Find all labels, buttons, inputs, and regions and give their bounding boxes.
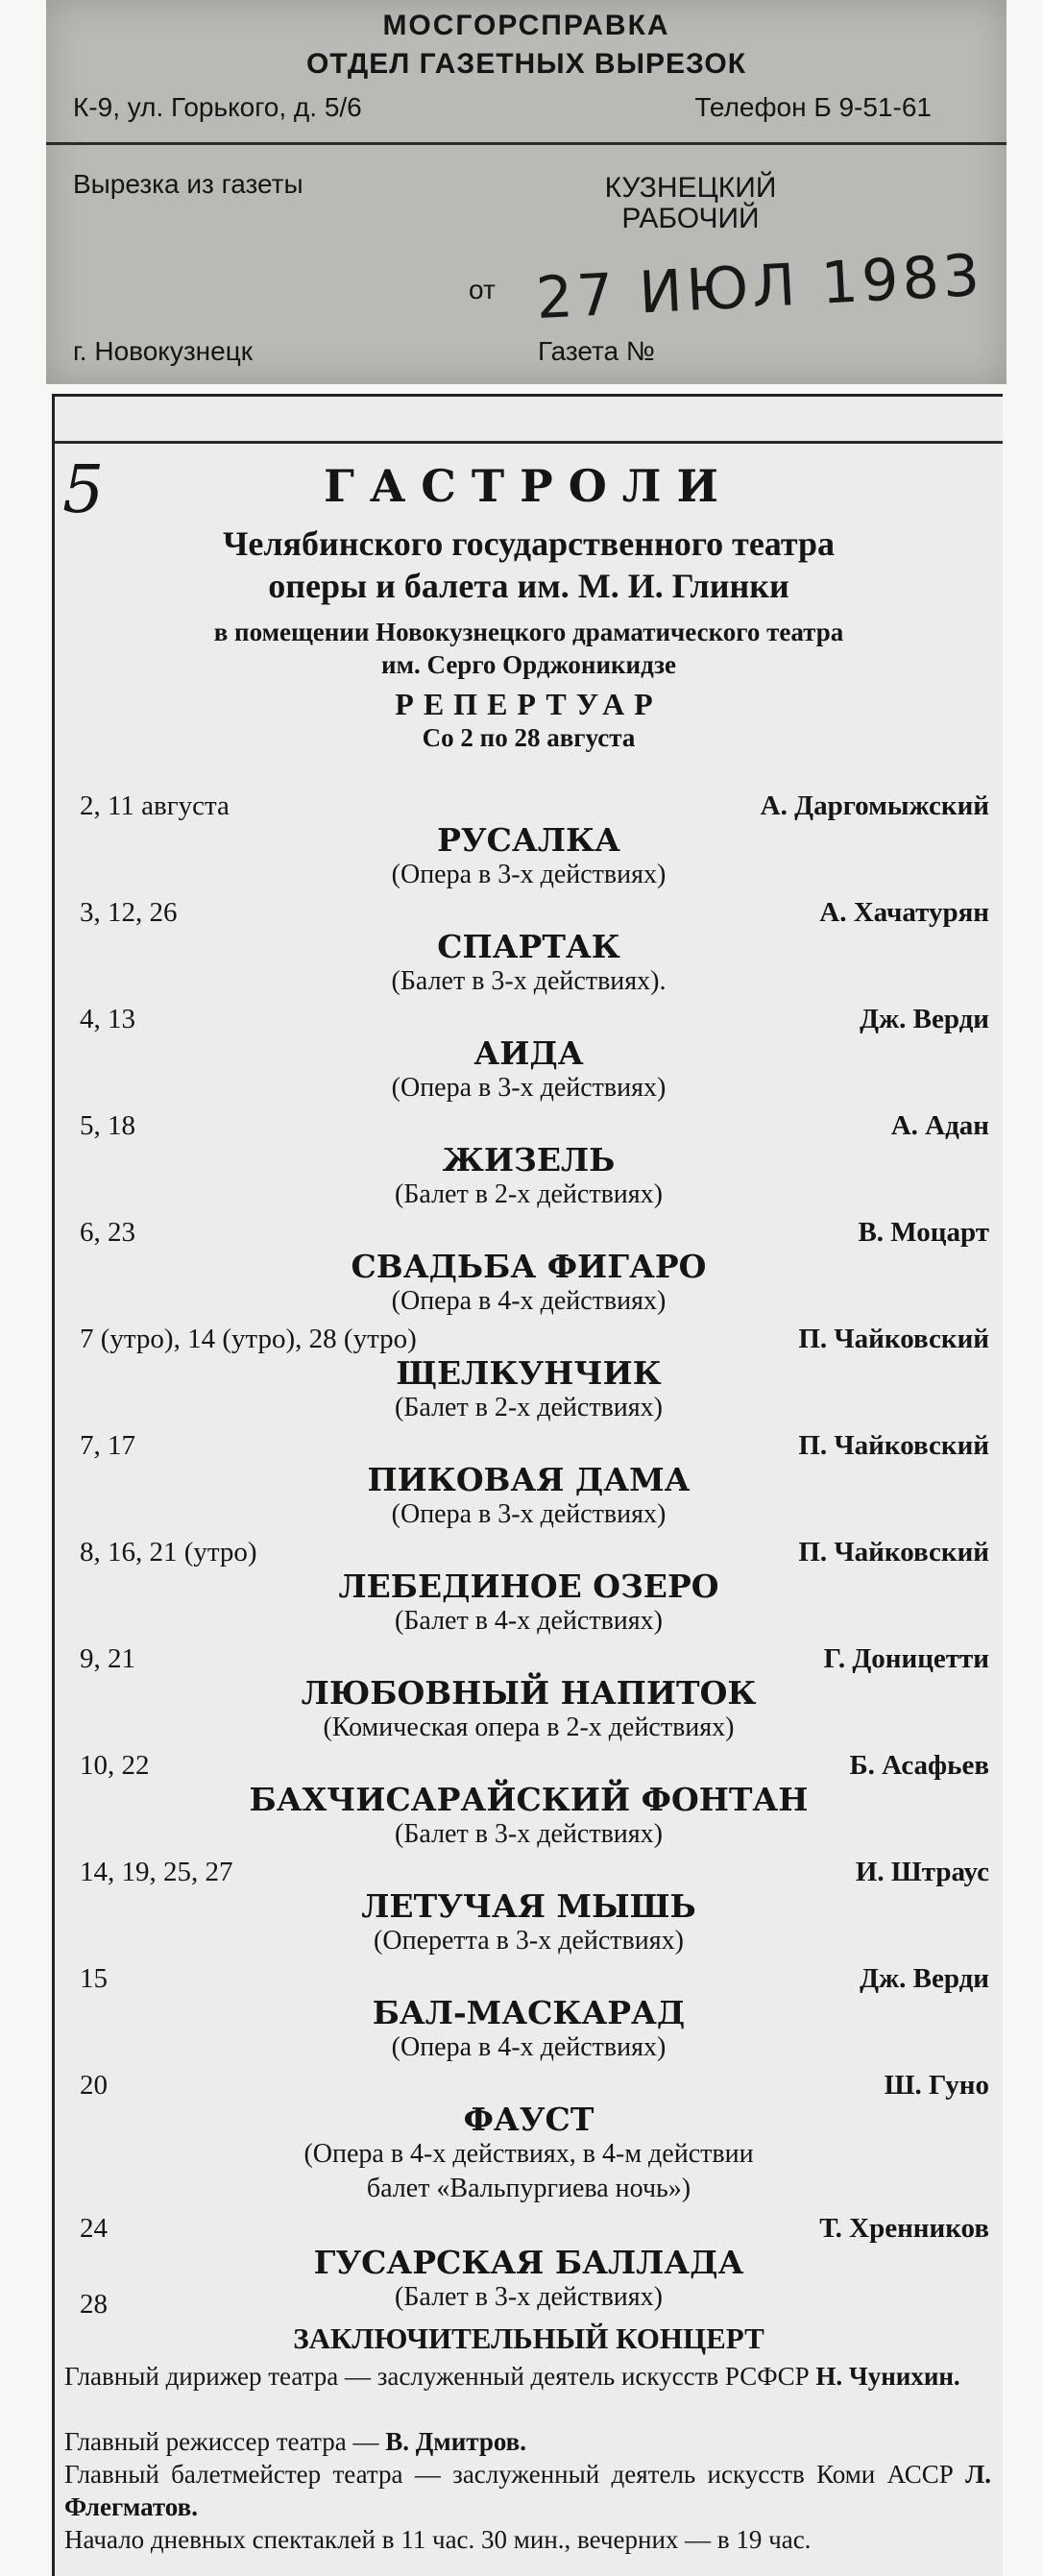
entry-work-title: БАЛ-МАСКАРАД [372,1994,686,2031]
ballet-master-credit [64,2458,991,2523]
entry-composer: Дж. Верди [860,1004,989,1034]
entry-composer: П. Чайковский [798,1430,989,1461]
entry-genre: (Балет в 2-х действиях) [395,1393,663,1422]
entry-work-title: СПАРТАК [437,928,620,965]
conductor-role: Главный дирижер театра — заслуженный деятель искусств РСФСР [64,2362,810,2391]
entry-composer: Т. Хренников [819,2213,989,2244]
entry-work-title: ПИКОВАЯ ДАМА [367,1461,691,1498]
conductor-name: Н. Чунихин. [815,2362,960,2391]
entry-genre: (Балет в 2-х действиях) [395,1179,663,1209]
entry-work-title: ЖИЗЕЛЬ [442,1141,616,1179]
entry-composer: И. Штраус [855,1857,989,1887]
entry-work-title: СВАДЬБА ФИГАРО [351,1248,707,1285]
entry-dates: 5, 18 [80,1110,135,1141]
service-name: МОСГОРСПРАВКА [382,10,670,41]
entry-composer: П. Чайковский [798,1537,989,1567]
entry-composer: А. Даргомыжский [760,790,989,821]
stamped-date: 27 ИЮЛ 1983 [534,241,985,333]
issue-label: Газета № [538,336,655,366]
entry-genre: (Балет в 3-х действиях). [391,966,667,996]
entry-genre: (Опера в 3-х действиях) [391,860,667,889]
entry-dates: 6, 23 [80,1217,135,1248]
entry-genre: (Опера в 3-х действиях) [391,1499,667,1529]
final-concert-title: ЗАКЛЮЧИТЕЛЬНЫЙ КОНЦЕРТ [293,2321,764,2355]
entry-genre: (Оперетта в 3-х действиях) [374,1926,684,1956]
theatre-line-2: оперы и балета им. М. И. Глинки [268,567,789,605]
final-concert-date: 28 [80,2289,108,2320]
entry-work-title: АИДА [473,1034,584,1072]
entry-work-title: ЛЮБОВНЫЙ НАПИТОК [301,1674,757,1712]
entry-dates: 7, 17 [80,1430,135,1461]
city-label: г. Новокузнецк [73,336,254,366]
entry-dates: 24 [80,2213,108,2244]
entry-work-title: ЛЕБЕДИНОЕ ОЗЕРО [338,1567,719,1605]
venue-line-2: им. Серго Орджоникидзе [381,650,676,679]
entry-work-title: ФАУСТ [463,2101,594,2138]
ballet-master-role: Главный балетмейстер театра — заслуженный деятель искусств Коми АССР [64,2460,954,2489]
entry-genre: (Опера в 4-х действиях) [391,2032,667,2062]
service-address: К-9, ул. Горького, д. 5/6 [73,92,362,122]
entry-dates: 4, 13 [80,1004,135,1034]
entry-dates: 2, 11 августа [80,790,230,821]
entry-work-title: ГУСАРСКАЯ БАЛЛАДА [313,2244,744,2281]
entry-composer: П. Чайковский [798,1324,989,1354]
entry-composer: Г. Доницетти [823,1643,989,1674]
director-role: Главный режиссер театра — [64,2427,379,2456]
entry-genre: (Опера в 4-х действиях) [391,1286,667,1316]
label-divider [46,142,1007,145]
service-phone: Телефон Б 9-51-61 [694,92,932,122]
venue-line-1: в помещении Новокузнецкого драматического театра [213,618,844,646]
theatre-line-1: Челябинского государственного театра [222,524,836,563]
entry-dates: 10, 22 [80,1750,150,1781]
entry-work-title: РУСАЛКА [437,821,620,859]
entry-genre: (Комическая опера в 2-х действиях) [323,1713,735,1742]
entry-composer: А. Хачатурян [819,897,989,928]
cut-from-label: Вырезка из газеты [73,169,303,199]
entry-genre: (Опера в 3-х действиях) [391,1073,667,1103]
entry-work-title: ЩЕЛКУНЧИК [396,1354,662,1392]
entry-dates: 15 [80,1963,108,1994]
entry-genre: (Опера в 4-х действиях, в 4-м действии [303,2139,754,2169]
department-name: ОТДЕЛ ГАЗЕТНЫХ ВЫРЕЗОК [305,48,747,80]
entry-dates: 20 [80,2070,108,2101]
entry-dates: 9, 21 [80,1643,135,1674]
entry-composer: Дж. Верди [860,1963,989,1994]
repertoire-heading: РЕПЕРТУАР [395,687,663,721]
newspaper-clipping [52,394,1003,2576]
entry-composer: Б. Асафьев [849,1750,989,1781]
handwritten-mark: 5 [62,452,105,528]
director-credit [64,2425,991,2458]
article-title: ГАСТРОЛИ [324,460,734,512]
entry-work-title: ЛЕТУЧАЯ МЫШЬ [361,1887,696,1925]
tour-period: Со 2 по 28 августа [422,723,636,752]
schedule-note: Начало дневных спектаклей в 11 час. 30 мин., вечерних — в 19 час. [64,2525,812,2554]
clipping-service-label [46,0,1007,384]
entry-dates: 14, 19, 25, 27 [80,1857,233,1887]
from-label: от [469,275,496,304]
entry-genre: (Балет в 3-х действиях) [395,2282,663,2312]
entry-composer: В. Моцарт [858,1217,989,1248]
entry-dates: 7 (утро), 14 (утро), 28 (утро) [80,1324,417,1354]
entry-dates: 8, 16, 21 (утро) [80,1537,257,1567]
ballet-master-name: Л. Флегматов. [64,2460,991,2521]
entry-composer: А. Адан [890,1110,989,1141]
entry-composer: Ш. Гуно [884,2070,989,2101]
entry-genre: (Балет в 4-х действиях) [395,1606,663,1636]
director-name: В. Дмитров. [385,2427,527,2456]
entry-dates: 3, 12, 26 [80,897,178,928]
entry-work-title: БАХЧИСАРАЙСКИЙ ФОНТАН [249,1781,809,1818]
entry-genre-continued: балет «Вальпургиева ночь») [366,2174,691,2203]
clipping-top-rule [55,441,1003,444]
conductor-credit [64,2360,991,2393]
newspaper-name: КУЗНЕЦКИЙ РАБОЧИЙ [604,172,777,234]
entry-genre: (Балет в 3-х действиях) [395,1819,663,1849]
